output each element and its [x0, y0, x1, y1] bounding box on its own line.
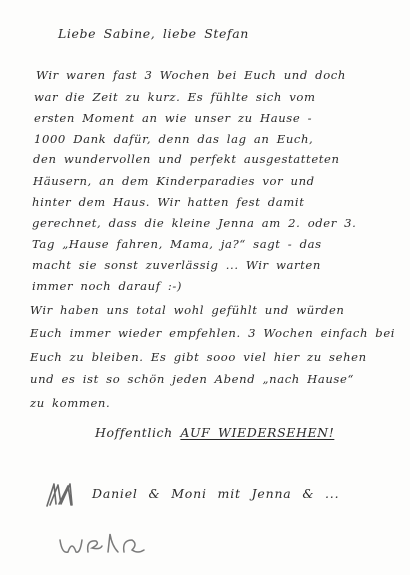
body-line: war die Zeit zu kurz. Es fühlte sich vom	[34, 90, 316, 104]
body-line: gerechnet, dass die kleine Jenna am 2. oder 3.	[32, 216, 357, 230]
body-line: Tag „Hause fahren, Mama, ja?“ sagt - das	[32, 237, 322, 251]
body-line: hinter dem Haus. Wir hatten fest damit	[32, 195, 305, 209]
salutation: Liebe Sabine, liebe Stefan	[58, 26, 249, 41]
closing-prefix: Hoffentlich	[95, 425, 173, 440]
signature: Daniel & Moni mit Jenna & ...	[92, 486, 340, 501]
body-line: Wir waren fast 3 Wochen bei Euch und doch	[36, 68, 346, 82]
closing-line	[95, 426, 334, 440]
body-line: Wir haben uns total wohl gefühlt und würden	[30, 303, 345, 317]
body-line: den wundervollen und perfekt ausgestatteten	[33, 152, 340, 166]
body-line: macht sie sonst zuverlässig ... Wir warten	[32, 258, 321, 272]
body-line: und es ist so schön jeden Abend „nach Hause“	[30, 372, 354, 386]
body-line: Häusern, an dem Kinderparadies vor und	[33, 174, 315, 188]
initial-scribble-mark	[44, 480, 84, 510]
bottom-scribble-mark	[56, 526, 156, 562]
closing-emphasis: AUF WIEDERSEHEN!	[180, 425, 335, 440]
body-line: zu kommen.	[30, 396, 111, 410]
body-line: Euch immer wieder empfehlen. 3 Wochen einfach bei	[30, 326, 396, 340]
body-line: 1000 Dank dafür, denn das lag an Euch,	[34, 132, 314, 146]
body-line: ersten Moment an wie unser zu Hause -	[34, 111, 313, 125]
body-line: Euch zu bleiben. Es gibt sooo viel hier zu sehen	[30, 350, 367, 364]
body-line: immer noch darauf :-)	[32, 279, 183, 293]
